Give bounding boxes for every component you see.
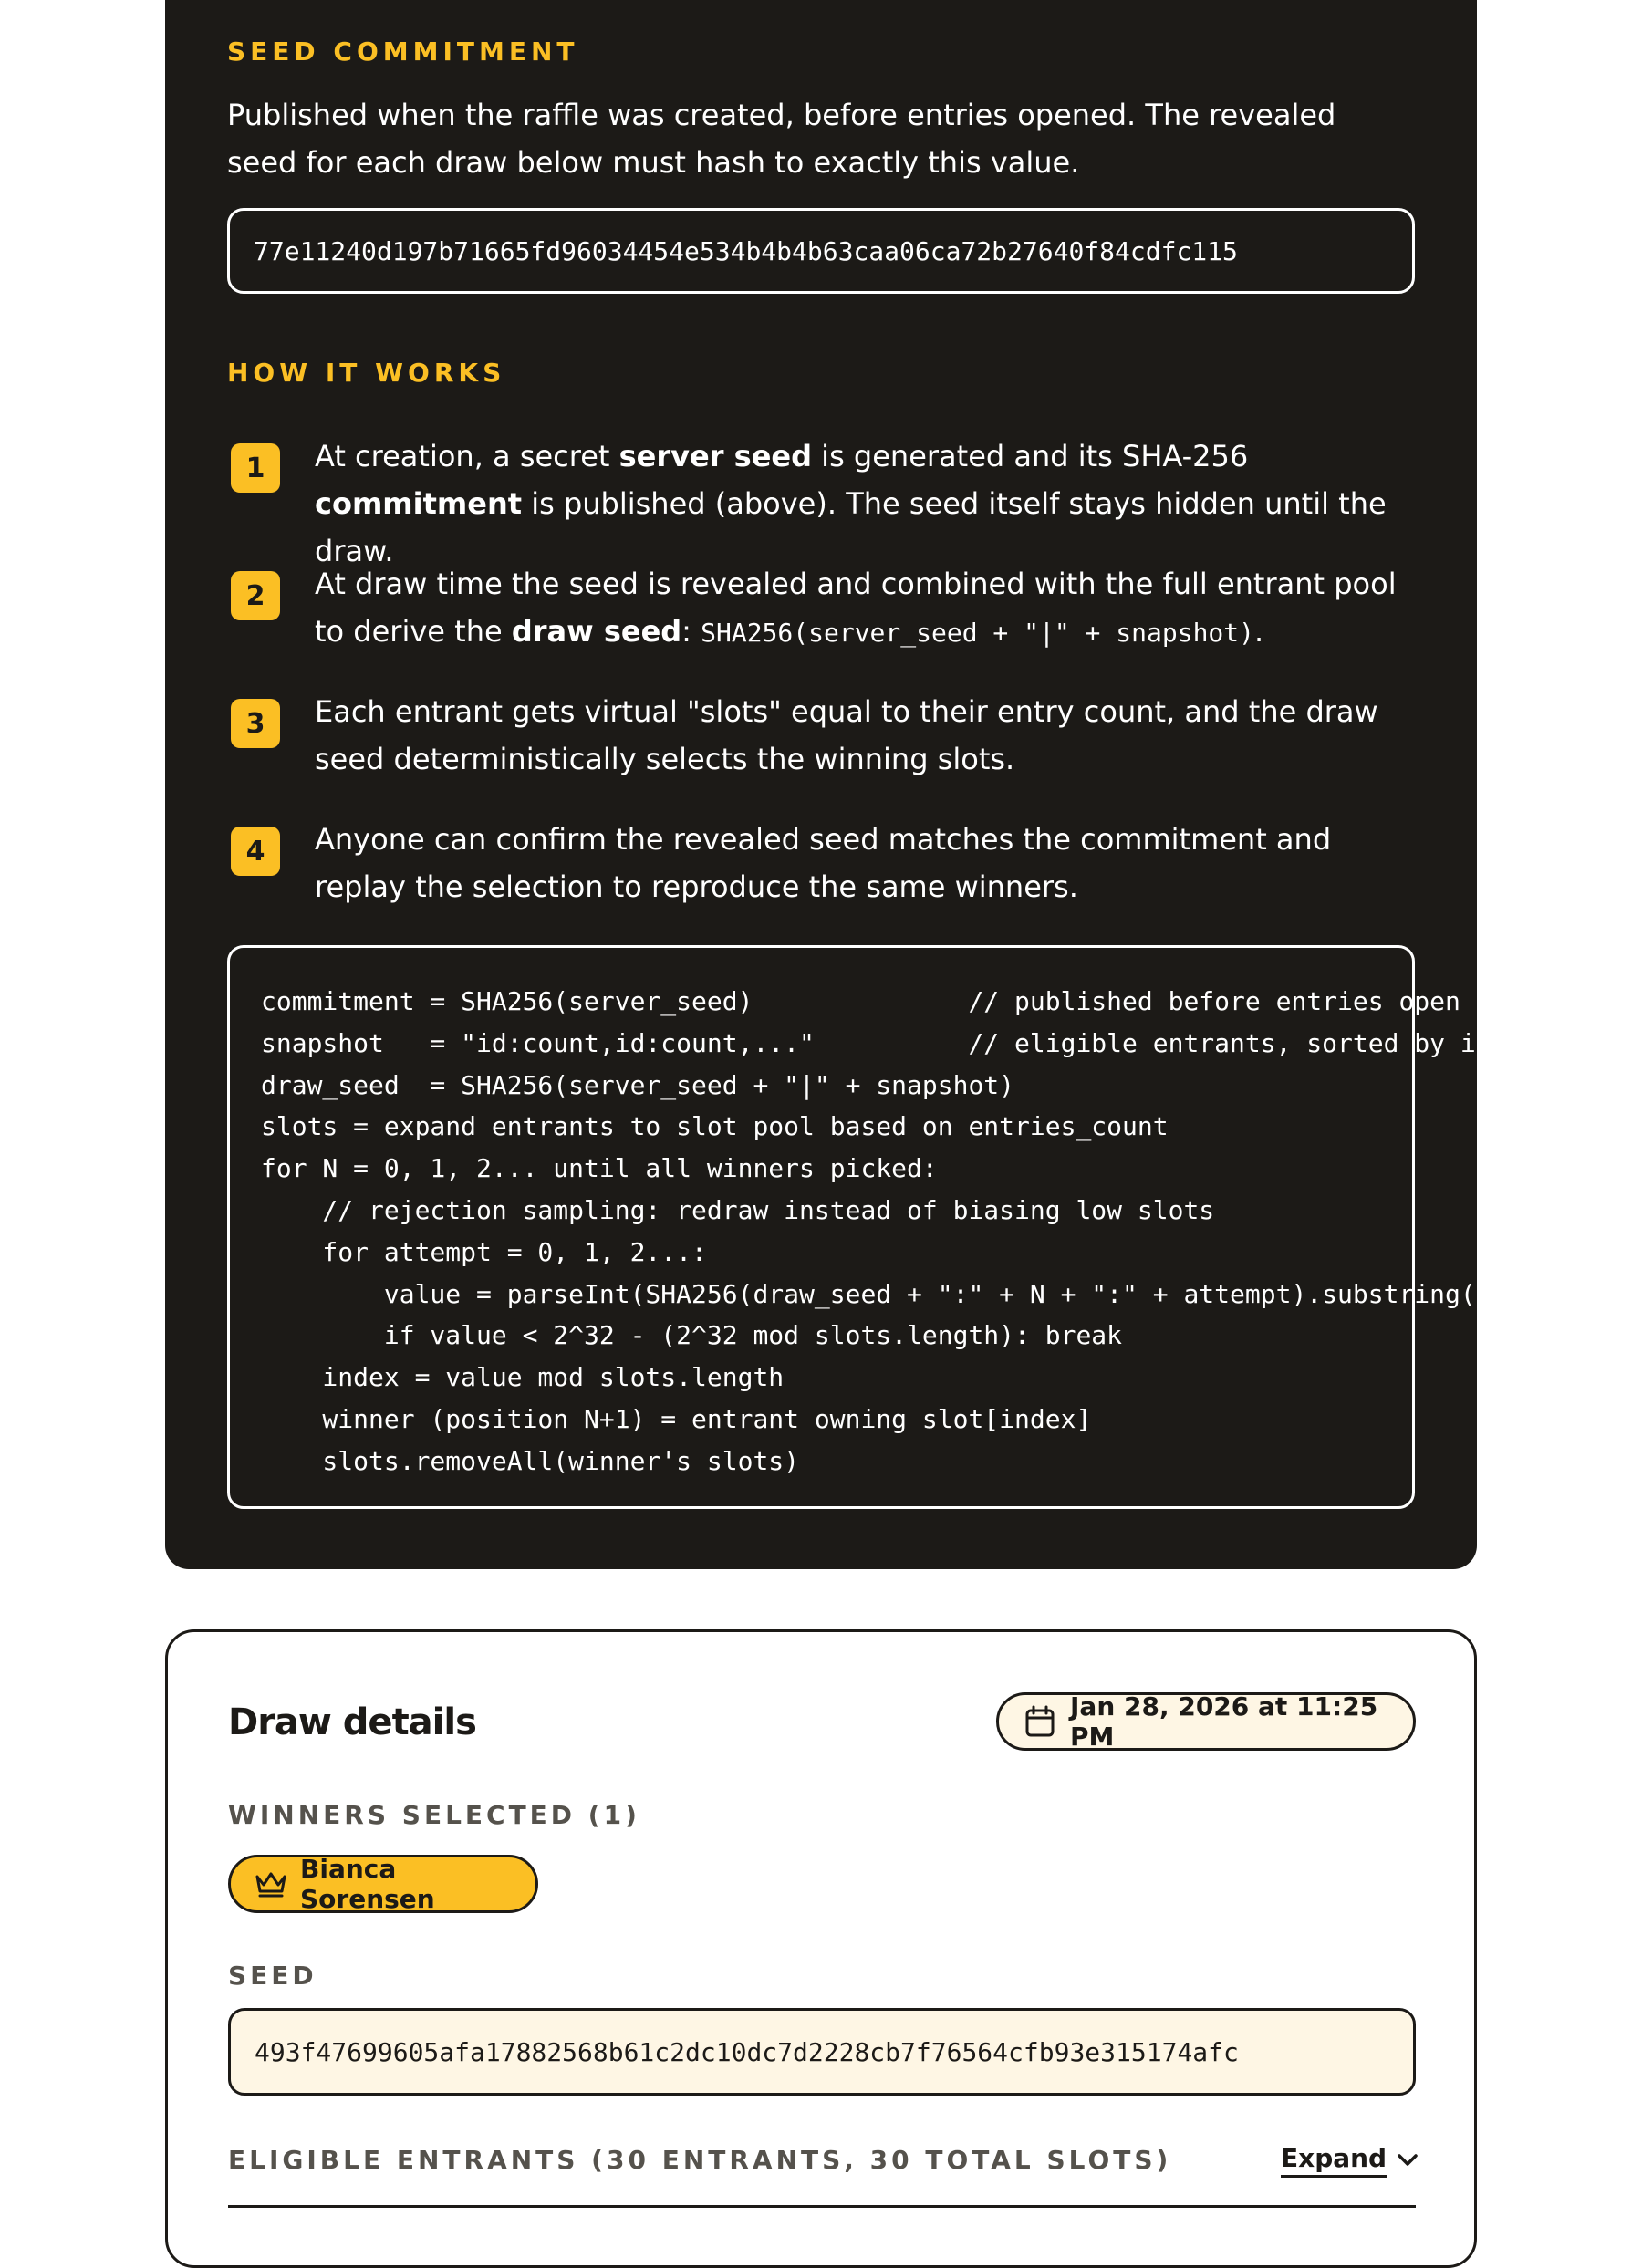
seed-commitment-label: SEED COMMITMENT — [227, 36, 579, 67]
seed-label: SEED — [228, 1961, 317, 1991]
step-text: At creation, a secret server seed is generated and its SHA-256 commitment is published (above). The seed itself stays hidden until the draw. — [315, 439, 1387, 568]
chevron-down-icon — [1396, 2152, 1419, 2169]
step-number-badge: 3 — [231, 699, 280, 748]
commitment-hash-field[interactable]: 77e11240d197b71665fd96034454e534b4b4b63caa06ca72b27640f84cdfc115 — [227, 208, 1415, 294]
step-number-badge: 4 — [231, 827, 280, 876]
entrants-list-top-border — [228, 2205, 1416, 2208]
draw-details-card — [165, 1629, 1477, 2268]
step-text: At draw time the seed is revealed and combined with the full entrant pool to derive the draw seed: SHA256(server_seed + "|" + snapshot). — [315, 567, 1397, 649]
winner-name: Bianca Sorensen — [300, 1854, 435, 1914]
step-number-badge: 1 — [231, 443, 280, 493]
step-3 — [227, 688, 1422, 783]
step-4 — [227, 816, 1422, 910]
how-it-works-label: HOW IT WORKS — [227, 358, 506, 388]
expand-label: Expand — [1281, 2143, 1387, 2178]
algorithm-code-block[interactable] — [227, 945, 1630, 1509]
step-text: Anyone can confirm the revealed seed matches the commitment and replay the selection to reproduce the same winners. — [315, 822, 1332, 904]
expand-entrants-button[interactable] — [1281, 2143, 1419, 2178]
winner-chip — [228, 1855, 538, 1913]
provably-fair-card — [165, 0, 1630, 1569]
step-number-badge: 2 — [231, 571, 280, 620]
draw-date: Jan 28, 2026 at 11:25 PM — [1070, 1691, 1378, 1752]
draw-details-title: Draw details — [228, 1701, 476, 1743]
seed-commitment-description: Published when the raffle was created, before entries opened. The revealed seed for each draw below must hash to exactly this value. — [227, 98, 1336, 180]
winners-selected-label: WINNERS SELECTED (1) — [228, 1800, 640, 1830]
step-2 — [227, 560, 1422, 657]
step-text: Each entrant gets virtual "slots" equal to their entry count, and the draw seed deterministically selects the winning slots. — [315, 694, 1378, 776]
eligible-entrants-label: ELIGIBLE ENTRANTS (30 ENTRANTS, 30 TOTAL SLOTS) — [228, 2145, 1172, 2175]
calendar-icon — [1024, 1705, 1055, 1738]
algorithm-code: commitment = SHA256(server_seed) // published before entries open snapshot = "id:count,id:count,..." // eligible entrants, sorted by id draw_seed = SHA256(server_seed + "|" + snapshot) slots = expand entrants to slot pool based on entries_count for N = 0, 1, 2... until all winners picked: // rejection sampling: redraw instead of biasing low slots for attempt = 0, 1, 2...: value = parseInt(SHA256(draw_seed + ":" + N + ":" + attempt).substring(0, 8), 16) if value < 2^32 - (2^32 mod slots.length): break index = value mod slots.length winner (position N+1) = entrant owning slot[index] slots.removeAll(winner's slots) — [261, 986, 1630, 1476]
revealed-seed-field[interactable]: 493f47699605afa17882568b61c2dc10dc7d2228cb7f76564cfb93e315174afc — [228, 2008, 1416, 2096]
crown-icon — [255, 1869, 287, 1899]
draw-date-badge — [996, 1692, 1416, 1751]
step-1 — [227, 432, 1422, 575]
